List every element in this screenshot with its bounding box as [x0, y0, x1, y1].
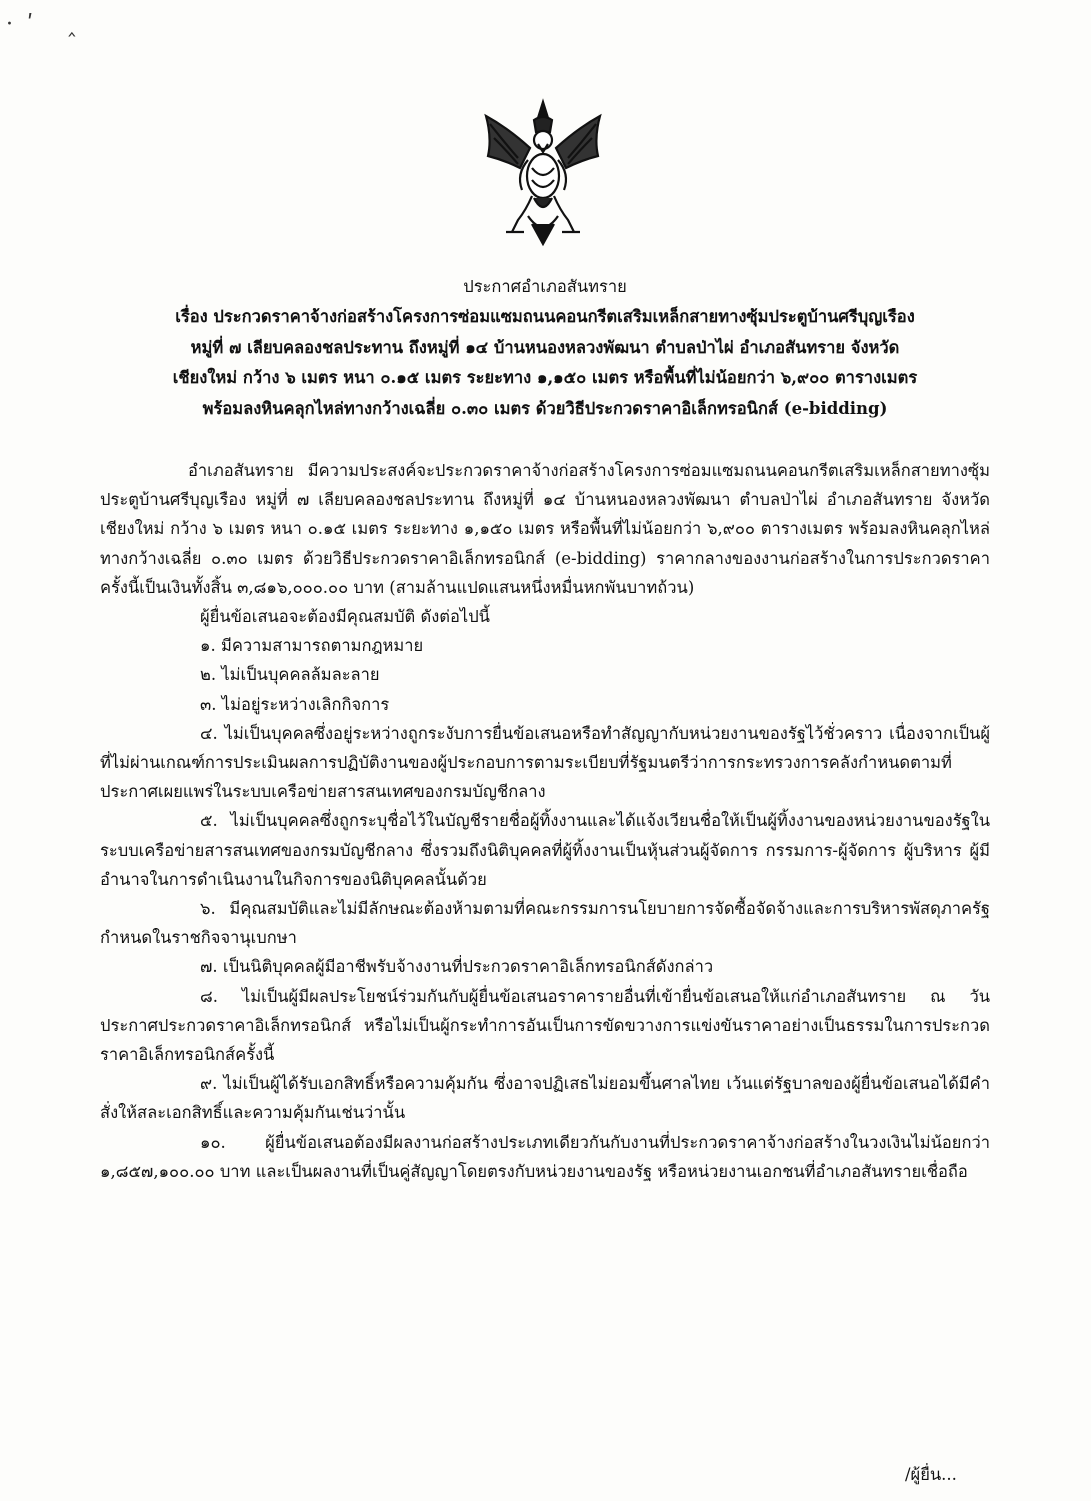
- page-continuation: /ผู้ยื่น...: [905, 1465, 957, 1484]
- qualification-item: ๑๐. ผู้ยื่นข้อเสนอต้องมีผลงานก่อสร้างประเภทเดียวกันกับงานที่ประกวดราคาจ้างก่อสร้างในวงเงินไม่น้อยกว่า ๑,๘๕๗,๑๐๐.๐๐ บาท และเป็นผลงานที่เป็นคู่สัญญาโดยตรงกับหน่วยงานของรัฐ หรือหน่วยงานเอกชนที่อำเภอสันทรายเชื่อถือ: [100, 1132, 990, 1181]
- qualification-item: ๖. มีคุณสมบัติและไม่มีลักษณะต้องห้ามตามที่คณะกรรมการนโยบายการจัดซื้อจัดจ้างและการบริหารพัสดุภาครัฐกำหนดในราชกิจจานุเบกษา: [100, 899, 990, 948]
- qualification-item: ๗. เป็นนิติบุคคลผู้มีอาชีพรับจ้างงานที่ประกวดราคาอิเล็กทรอนิกส์ดังกล่าว: [200, 957, 714, 977]
- subject-line: พร้อมลงหินคลุกไหล่ทางกว้างเฉลี่ย ๐.๓๐ เมตร ด้วยวิธีประกวดราคาอิเล็กทรอนิกส์ (e-bidding): [202, 398, 888, 418]
- announcement-office: ประกาศอำเภอสันทราย: [463, 277, 627, 296]
- scan-mark: ·ʹ ‸: [6, 12, 90, 37]
- announcement-heading: [100, 272, 990, 424]
- subject-line: หมู่ที่ ๗ เลียบคลองชลประทาน ถึงหมู่ที่ ๑๔ บ้านหนองหลวงพัฒนา ตำบลป่าไผ่ อำเภอสันทราย จังหวัด: [190, 337, 900, 357]
- qualification-item: ๑. มีความสามารถตามกฎหมาย: [200, 636, 424, 656]
- announcement-body: [100, 456, 990, 1186]
- qualification-item: ๔. ไม่เป็นบุคคลซึ่งอยู่ระหว่างถูกระงับการยื่นข้อเสนอหรือทำสัญญากับหน่วยงานของรัฐไว้ชั่วคราว เนื่องจากเป็นผู้ที่ไม่ผ่านเกณฑ์การประเมินผลการปฏิบัติงานของผู้ประกอบการตามระเบียบที่รัฐมนตรีว่าการกระทรวงการคลังกำหนดตามที่ประกาศเผยแพร่ในระบบเครือข่ายสารสนเทศของกรมบัญชีกลาง: [100, 723, 990, 802]
- qualification-item: ๘. ไม่เป็นผู้มีผลประโยชน์ร่วมกันกับผู้ยื่นข้อเสนอราคารายอื่นที่เข้ายื่นข้อเสนอให้แก่อำเภอสันทราย ณ วันประกาศประกวดราคาอิเล็กทรอนิกส์ หรือไม่เป็นผู้กระทำการอันเป็นการขัดขวางการแข่งขันราคาอย่างเป็นธรรมในการประกวดราคาอิเล็กทรอนิกส์ครั้งนี้: [100, 986, 990, 1065]
- qualification-item: ๙. ไม่เป็นผู้ได้รับเอกสิทธิ์หรือความคุ้มกัน ซึ่งอาจปฏิเสธไม่ยอมขึ้นศาลไทย เว้นแต่รัฐบาลของผู้ยื่นข้อเสนอได้มีคำสั่งให้สละเอกสิทธิ์และความคุ้มกันเช่นว่านั้น: [100, 1074, 990, 1123]
- subject-line: เรื่อง ประกวดราคาจ้างก่อสร้างโครงการซ่อมแซมถนนคอนกรีตเสริมเหล็กสายทางซุ้มประตูบ้านศรีบุญเรือง: [175, 307, 915, 326]
- subject-line: เชียงใหม่ กว้าง ๖ เมตร หนา ๐.๑๕ เมตร ระยะทาง ๑,๑๕๐ เมตร หรือพื้นที่ไม่น้อยกว่า ๖,๙๐๐ ตารางเมตร: [172, 368, 918, 387]
- intro-paragraph: อำเภอสันทราย มีความประสงค์จะประกวดราคาจ้างก่อสร้างโครงการซ่อมแซมถนนคอนกรีตเสริมเหล็กสายทางซุ้มประตูบ้านศรีบุญเรือง หมู่ที่ ๗ เลียบคลองชลประทาน ถึงหมู่ที่ ๑๔ บ้านหนองหลวงพัฒนา ตำบลป่าไผ่ อำเภอสันทราย จังหวัดเชียงใหม่ กว้าง ๖ เมตร หนา ๐.๑๕ เมตร ระยะทาง ๑,๑๕๐ เมตร หรือพื้นที่ไม่น้อยกว่า ๖,๙๐๐ ตารางเมตร พร้อมลงหินคลุกไหล่ทางกว้างเฉลี่ย ๐.๓๐ เมตร ด้วยวิธีประกวดราคาอิเล็กทรอนิกส์ (e-bidding) ราคากลางของงานก่อสร้างในการประกวดราคาครั้งนี้เป็นเงินทั้งสิ้น ๓,๘๑๖,๐๐๐.๐๐ บาท (สามล้านแปดแสนหนึ่งหมื่นหกพันบาทถ้วน): [100, 461, 990, 597]
- qualification-item: ๕. ไม่เป็นบุคคลซึ่งถูกระบุชื่อไว้ในบัญชีรายชื่อผู้ทิ้งงานและได้แจ้งเวียนชื่อให้เป็นผู้ทิ้งงานของหน่วยงานของรัฐในระบบเครือข่ายสารสนเทศของกรมบัญชีกลาง ซึ่งรวมถึงนิติบุคคลที่ผู้ทิ้งงานเป็นหุ้นส่วนผู้จัดการ กรรมการ-ผู้จัดการ ผู้บริหาร ผู้มีอำนาจในการดำเนินงานในกิจการของนิติบุคคลนั้นด้วย: [100, 811, 990, 889]
- qualifications-lead: ผู้ยื่นข้อเสนอจะต้องมีคุณสมบัติ ดังต่อไปนี้: [200, 607, 490, 627]
- qualification-item: ๓. ไม่อยู่ระหว่างเลิกกิจการ: [200, 694, 390, 714]
- garuda-emblem-icon: [468, 98, 618, 248]
- qualification-item: ๒. ไม่เป็นบุคคลล้มละลาย: [200, 665, 380, 685]
